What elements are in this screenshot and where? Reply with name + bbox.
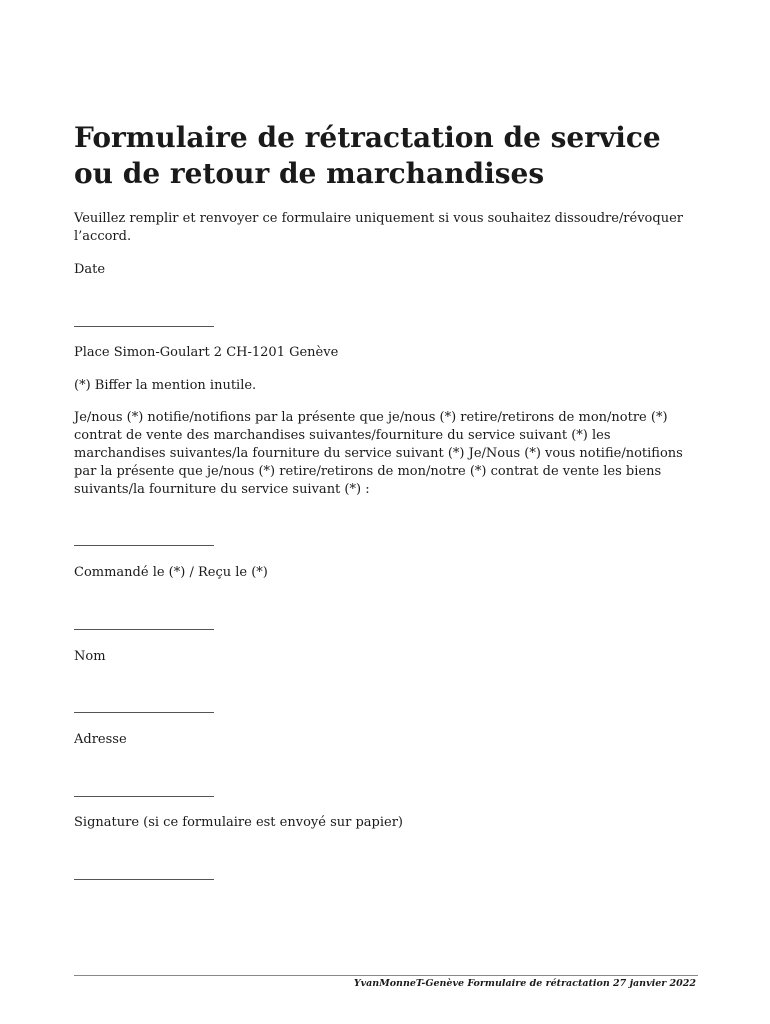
intro-text: Veuillez remplir et renvoyer ce formulaire uniquement si vous souhaitez dissoudre/révoquer l’accord. xyxy=(74,211,683,244)
address-line: Place Simon-Goulart 2 CH-1201 Genève xyxy=(74,345,339,360)
document-page xyxy=(74,0,698,1024)
ordered-label: Commandé le (*) / Reçu le (*) xyxy=(74,565,268,580)
footer-divider xyxy=(74,975,698,976)
signature-label: Signature (si ce formulaire est envoyé sur papier) xyxy=(74,815,403,830)
name-blank-line xyxy=(74,712,214,713)
footer-text: YvanMonneT-Genève Formulaire de rétractation 27 janvier 2022 xyxy=(353,978,696,989)
name-label: Nom xyxy=(74,649,106,664)
goods-blank-line xyxy=(74,545,214,546)
date-label: Date xyxy=(74,262,106,277)
signature-blank-line xyxy=(74,879,214,880)
address-blank-line xyxy=(74,796,214,797)
instruction-note: (*) Biffer la mention inutile. xyxy=(74,378,257,393)
address-label: Adresse xyxy=(74,732,127,747)
notification-text: Je/nous (*) notifie/notifions par la présente que je/nous (*) retire/retirons de mon/notre (*) contrat de vente des marchandises suivantes/fourniture du service suivant (*) les marchandises suivantes/la fourniture du service suivant (*) Je/Nous (*) vous notifie/notifions par la présente que je/nous (*) retire/retirons de mon/notre (*) contrat de vente les biens suivants/la fourniture du service suivant (*) : xyxy=(74,410,683,497)
date-blank-line xyxy=(74,326,214,327)
ordered-blank-line xyxy=(74,629,214,630)
document-title: Formulaire de rétractation de service ou de retour de marchandises xyxy=(74,121,661,190)
